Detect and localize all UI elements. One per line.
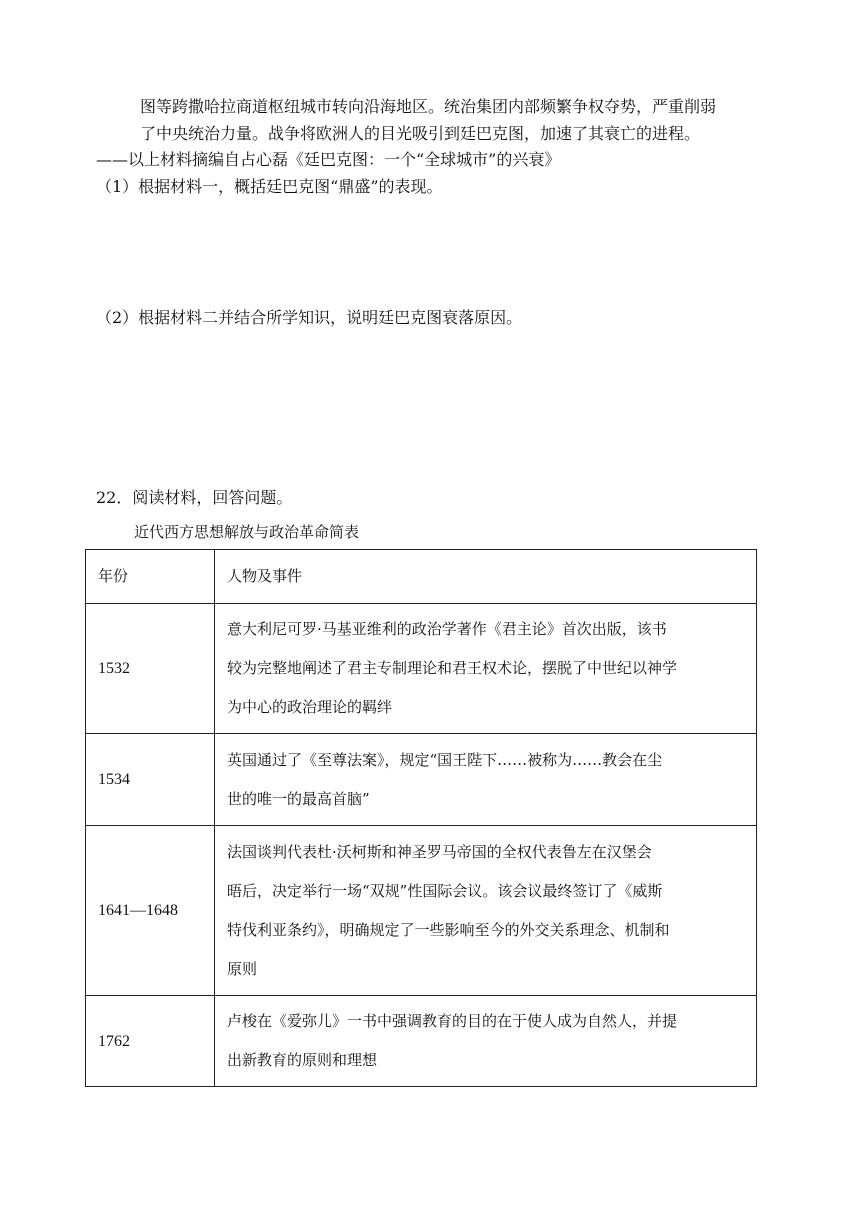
question-22-heading: 22．阅读材料，回答问题。 xyxy=(96,488,293,507)
question-1: （1）根据材料一，概括廷巴克图“鼎盛”的表现。 xyxy=(96,177,443,196)
table-row xyxy=(86,826,757,996)
event-line: 英国通过了《至尊法案》，规定“国王陛下……被称为……教会在尘 xyxy=(227,750,663,769)
material-continuation-line-2: 了中央统治力量。战争将欧洲人的目光吸引到廷巴克图，加速了其衰亡的进程。 xyxy=(140,124,701,143)
row-event xyxy=(215,826,757,996)
event-line: 法国谈判代表杜·沃柯斯和神圣罗马帝国的全权代表鲁左在汉堡会 xyxy=(227,842,652,861)
header-year: 年份 xyxy=(86,550,215,604)
event-line: 出新教育的原则和理想 xyxy=(227,1051,378,1069)
history-table xyxy=(85,549,757,1087)
row-year: 1762 xyxy=(86,996,215,1087)
row-event xyxy=(215,734,757,826)
row-year: 1534 xyxy=(86,734,215,826)
row-event xyxy=(215,996,757,1087)
material-source: ——以上材料摘编自占心磊《廷巴克图：一个“全球城市”的兴衰》 xyxy=(96,150,561,169)
material-continuation-line-1: 图等跨撒哈拉商道枢纽城市转向沿海地区。统治集团内部频繁争权夺势，严重削弱 xyxy=(140,97,717,116)
event-line: 为中心的政治理论的羁绊 xyxy=(227,698,393,716)
header-event: 人物及事件 xyxy=(215,550,757,604)
table-row xyxy=(86,604,757,734)
table-row xyxy=(86,734,757,826)
event-line: 原则 xyxy=(227,959,258,978)
table-title: 近代西方思想解放与政治革命简表 xyxy=(134,523,360,541)
row-year: 1641—1648 xyxy=(86,826,215,996)
event-line: 卢梭在《爱弥儿》一书中强调教育的目的在于使人成为自然人，并提 xyxy=(227,1012,678,1030)
event-line: 意大利尼可罗·马基亚维利的政治学著作《君主论》首次出版，该书 xyxy=(227,620,667,638)
event-line: 较为完整地阐述了君主专制理论和君王权术论，摆脱了中世纪以神学 xyxy=(227,659,678,677)
table-header-row xyxy=(86,550,757,604)
row-event xyxy=(215,604,757,734)
row-year: 1532 xyxy=(86,604,215,734)
event-line: 世的唯一的最高首脑” xyxy=(227,789,370,808)
question-2: （2）根据材料二并结合所学知识，说明廷巴克图衰落原因。 xyxy=(96,308,523,327)
event-line: 特伐利亚条约》，明确规定了一些影响至今的外交关系理念、机制和 xyxy=(227,920,670,939)
event-line: 晤后，决定举行一场“双规”性国际会议。该会议最终签订了《威斯 xyxy=(227,881,663,900)
table-row xyxy=(86,996,757,1087)
